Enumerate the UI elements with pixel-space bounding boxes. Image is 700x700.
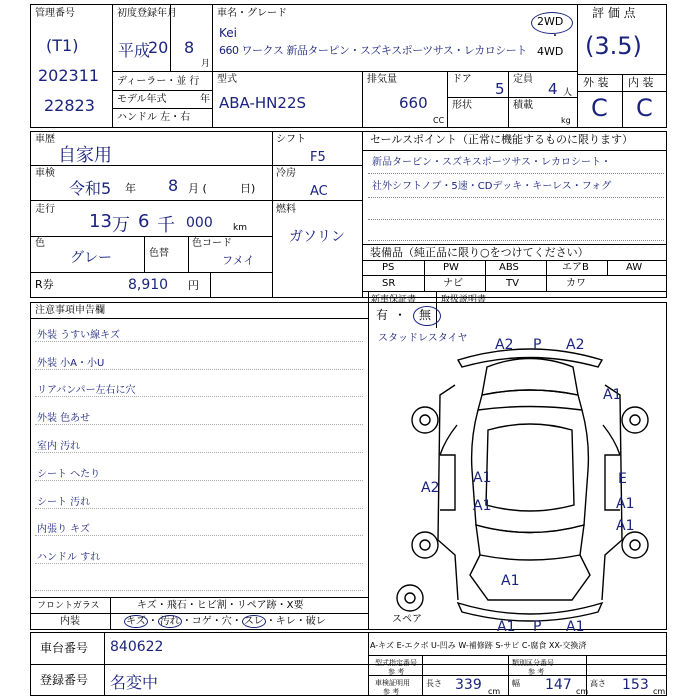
selling-points-label: セールスポイント（正常に機能するものに限ります） bbox=[370, 133, 634, 146]
mark-bottom-mid: P bbox=[533, 619, 542, 635]
notes-label: 注意事項申告欄 bbox=[35, 305, 105, 316]
shape-label: 形状 bbox=[452, 100, 472, 111]
equip-pw: PW bbox=[443, 262, 459, 273]
equip-sr: SR bbox=[382, 278, 396, 289]
note-item: 外装 小A・小U bbox=[37, 358, 105, 369]
mark-right-e: E bbox=[618, 471, 627, 487]
note-item: 内張り キズ bbox=[37, 524, 90, 535]
equip-leather: カワ bbox=[566, 278, 586, 289]
equip-abs: ABS bbox=[499, 262, 519, 273]
aircon: AC bbox=[310, 184, 328, 199]
fuel-label: 燃料 bbox=[276, 204, 296, 215]
inspection-year-unit: 年 bbox=[125, 182, 136, 195]
kg-unit: kg bbox=[561, 116, 571, 125]
interior-grade: C bbox=[636, 94, 653, 122]
height-unit: cm bbox=[653, 687, 666, 696]
yen-unit: 円 bbox=[188, 279, 199, 292]
equip-airbag: エアB bbox=[562, 262, 589, 273]
mark-rear-a1: A1 bbox=[501, 573, 520, 589]
drive-4wd: 4WD bbox=[537, 45, 564, 58]
mark-bottom-left: A1 bbox=[497, 619, 516, 635]
interior-sep-1: ・ bbox=[147, 616, 158, 627]
color-value: グレー bbox=[70, 250, 112, 266]
shift-label: シフト bbox=[276, 134, 306, 145]
interior-label: 内 装 bbox=[628, 76, 654, 89]
legend-type-spec-ref: 参 考 bbox=[388, 668, 405, 676]
rating-label: 評 価 点 bbox=[592, 6, 636, 20]
legend-class-ref: 参 考 bbox=[528, 668, 545, 676]
inspection-era: 令和5 bbox=[69, 179, 112, 198]
history-label: 車歴 bbox=[35, 134, 55, 145]
cc-unit: CC bbox=[433, 116, 445, 125]
doors: 5 bbox=[495, 80, 505, 98]
inspection-label: 車検 bbox=[35, 168, 55, 179]
mark-right-a1-2: A1 bbox=[616, 518, 635, 534]
length-unit: cm bbox=[488, 687, 501, 696]
mileage-label: 走行 bbox=[35, 204, 55, 215]
legend-class: 類別区分番号 bbox=[512, 659, 554, 667]
width-label: 幅 bbox=[512, 679, 520, 688]
mark-right-a1-1: A1 bbox=[616, 496, 635, 512]
type-label: 型式 bbox=[217, 74, 237, 85]
length-label: 長さ bbox=[426, 679, 442, 688]
legend-damage: A-キズ E-エクボ U-凹み W-補修跡 S-サビ C-腐食 XX-交換済 bbox=[370, 641, 587, 650]
note-item: リアバンパー左右に穴 bbox=[37, 385, 136, 396]
inspection-month: 8 bbox=[168, 176, 179, 195]
note-item: シート 汚れ bbox=[37, 497, 91, 508]
recycle-label: R券 bbox=[35, 278, 54, 291]
model-year-unit: 年 bbox=[200, 94, 210, 105]
displacement-label: 排気量 bbox=[367, 74, 397, 85]
grade: 660 ワークス 新品ターピン・スズキスポーツサス・レカロシート bbox=[219, 44, 527, 57]
first-reg-label: 初度登録年月 bbox=[117, 8, 177, 19]
glass-label: フロントガラス bbox=[37, 601, 100, 611]
selling-points-line1: 新品ターピン・スズキスポーツサス・レカロシート・ bbox=[372, 157, 611, 168]
mileage-man: 13 bbox=[89, 211, 112, 232]
displacement: 660 bbox=[399, 94, 428, 112]
note-item: 室内 汚れ bbox=[37, 441, 81, 452]
note-item: シート へたり bbox=[37, 469, 101, 480]
fuel: ガソリン bbox=[289, 229, 345, 245]
reg-label: 登録番号 bbox=[40, 673, 89, 687]
mark-left-center-upper: A1 bbox=[473, 470, 492, 486]
capacity: 4 bbox=[548, 80, 558, 98]
mark-top-right: A2 bbox=[566, 337, 585, 353]
rating: (3.5) bbox=[585, 32, 642, 60]
height-label: 高さ bbox=[590, 679, 606, 688]
chassis-no: 840622 bbox=[110, 639, 164, 655]
history-value: 自家用 bbox=[58, 145, 112, 166]
glass-values: キズ・飛石・ヒビ割・リペア跡・X要 bbox=[137, 600, 304, 611]
equip-tv: TV bbox=[506, 278, 519, 289]
selling-points-line2: 社外シフトノブ・5速・CDデッキ・キーレス・フォグ bbox=[372, 181, 612, 192]
color-label: 色 bbox=[35, 238, 45, 249]
mgmt-no-1: 202311 bbox=[38, 66, 100, 85]
color-code-label: 色コード bbox=[192, 238, 232, 249]
note-item: 外装 色あせ bbox=[37, 413, 91, 424]
warranty-no: 無 bbox=[419, 308, 432, 322]
mark-top-left: A2 bbox=[495, 337, 514, 353]
interior-mid: ・コゲ・穴・ bbox=[181, 616, 242, 627]
dealer-label: ディーラー・並 行 bbox=[117, 76, 200, 87]
inspection-day-unit: 日) bbox=[240, 182, 256, 195]
warranty-label: 新車保証書 bbox=[371, 295, 417, 305]
reg-era: 平成 bbox=[118, 41, 151, 60]
width-unit: cm bbox=[576, 687, 589, 696]
mileage-sen: 6 bbox=[138, 211, 150, 232]
handle-label: ハンドル 左・右 bbox=[117, 112, 191, 123]
person-unit: 人 bbox=[563, 88, 573, 98]
legend-type-spec: 型式指定番号 bbox=[375, 659, 417, 667]
recycle-value: 8,910 bbox=[128, 277, 169, 293]
load-label: 積載 bbox=[513, 100, 533, 111]
interior-damage-label: 内装 bbox=[60, 616, 80, 627]
man-unit: 万 bbox=[112, 215, 130, 236]
chassis-label: 車台番号 bbox=[40, 641, 89, 655]
reg-month: 8 bbox=[184, 38, 195, 57]
exterior-grade: C bbox=[591, 94, 608, 122]
type-value: ABA-HN22S bbox=[219, 94, 307, 112]
mark-left-center-lower: A1 bbox=[473, 498, 492, 514]
interior-scratch: キズ bbox=[126, 616, 146, 627]
mgmt-code: (T1) bbox=[46, 36, 79, 55]
aircon-label: 冷房 bbox=[276, 168, 296, 179]
length-value: 339 bbox=[455, 677, 482, 693]
mark-bottom-right: A1 bbox=[566, 619, 585, 635]
reg-month-unit: 月 bbox=[201, 59, 211, 69]
equipment-label: 装備品（純正品に限り○をつけてください） bbox=[370, 246, 589, 259]
mileage-rest: 000 bbox=[186, 215, 213, 231]
warranty-dot: ・ bbox=[394, 308, 407, 322]
model-name-label: 車名・グレード bbox=[217, 8, 287, 19]
mark-left-side: A2 bbox=[421, 480, 440, 496]
km-unit: km bbox=[233, 223, 247, 233]
doors-label: ドア bbox=[452, 74, 472, 85]
exterior-label: 外 装 bbox=[583, 76, 609, 89]
inspection-month-unit: 月 ( bbox=[188, 182, 207, 195]
warranty-yes: 有 bbox=[376, 308, 389, 322]
color-change-label: 色替 bbox=[149, 248, 169, 259]
note-item: ハンドル すれ bbox=[37, 552, 101, 563]
sen-unit: 千 bbox=[157, 215, 175, 236]
model-year-label: モデル年式 bbox=[117, 94, 167, 105]
mgmt-no-label: 管理番号 bbox=[35, 8, 75, 19]
drive-2wd: 2WD bbox=[537, 15, 564, 28]
interior-wear: スレ bbox=[243, 616, 264, 627]
model-name: Kei bbox=[219, 26, 237, 40]
equip-navi: ナビ bbox=[443, 278, 463, 289]
reg-value: 名変中 bbox=[110, 673, 159, 692]
mgmt-no-2: 22823 bbox=[44, 96, 95, 115]
mark-right-front: A1 bbox=[603, 387, 622, 403]
manual-label: 取扱説明書 bbox=[441, 295, 487, 305]
note-item: 外装 うすい線キズ bbox=[37, 330, 120, 341]
reg-year: 20 bbox=[148, 38, 169, 57]
color-code: フメイ bbox=[222, 254, 255, 267]
mark-top-mid: P bbox=[533, 337, 542, 353]
tire-note: スタッドレスタイヤ bbox=[378, 333, 468, 344]
cert-label: 車検証明用 bbox=[375, 679, 410, 687]
equip-aw: AW bbox=[626, 262, 643, 273]
interior-dirt: 汚れ bbox=[159, 616, 180, 627]
drive-dot: ・ bbox=[550, 31, 560, 42]
height-value: 153 bbox=[622, 677, 649, 693]
shift: F5 bbox=[310, 150, 326, 165]
equip-ps: PS bbox=[382, 262, 395, 273]
interior-tail: ・キレ・破レ bbox=[265, 616, 326, 627]
spare-label: スペア bbox=[392, 614, 422, 625]
capacity-label: 定員 bbox=[513, 74, 533, 85]
width-value: 147 bbox=[545, 677, 572, 693]
cert-sub: 参 考 bbox=[383, 688, 400, 696]
